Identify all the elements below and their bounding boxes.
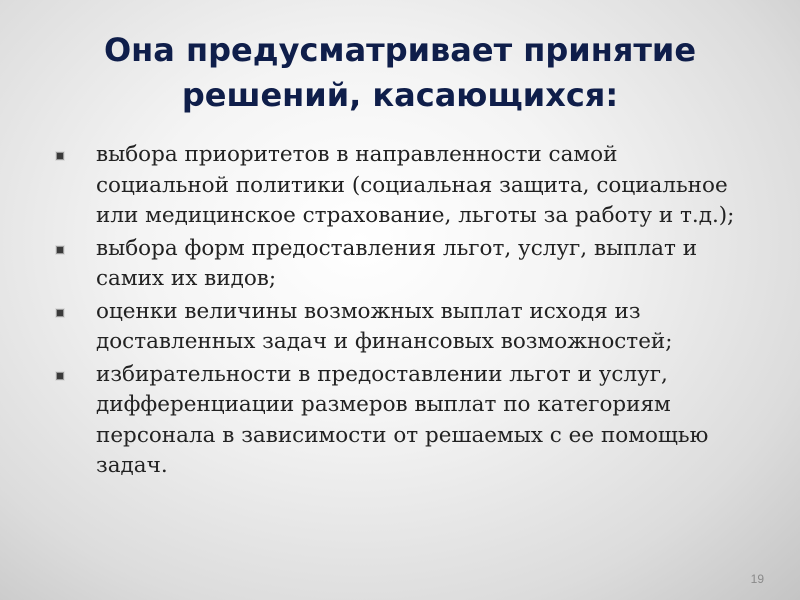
list-item xyxy=(54,140,744,232)
title-line: Она предусматривает принятие xyxy=(103,31,697,69)
list-item xyxy=(54,297,744,358)
slide-title xyxy=(40,28,760,118)
title-line: решений, касающихся: xyxy=(181,76,619,114)
page-number: 19 xyxy=(750,572,764,586)
bullet-list xyxy=(54,140,744,484)
bullet-text: избирательности в предоставлении льгот и услуг, дифференциации размеров выплат по категориям персонала в зависимости от решаемых с ее помощью задач. xyxy=(96,361,709,478)
list-item xyxy=(54,234,744,295)
bullet-text: оценки величины возможных выплат исходя из доставленных задач и финансовых возможностей; xyxy=(96,298,673,354)
square-bullet-icon xyxy=(56,309,64,317)
square-bullet-icon xyxy=(56,152,64,160)
bullet-text: выбора приоритетов в направленности самой социальной политики (социальная защита, социальное или медицинское страхование, льготы за работу и т.д.); xyxy=(96,142,735,228)
square-bullet-icon xyxy=(56,372,64,380)
square-bullet-icon xyxy=(56,246,64,254)
bullet-text: выбора форм предоставления льгот, услуг, выплат и самих их видов; xyxy=(96,235,698,291)
list-item xyxy=(54,360,744,482)
